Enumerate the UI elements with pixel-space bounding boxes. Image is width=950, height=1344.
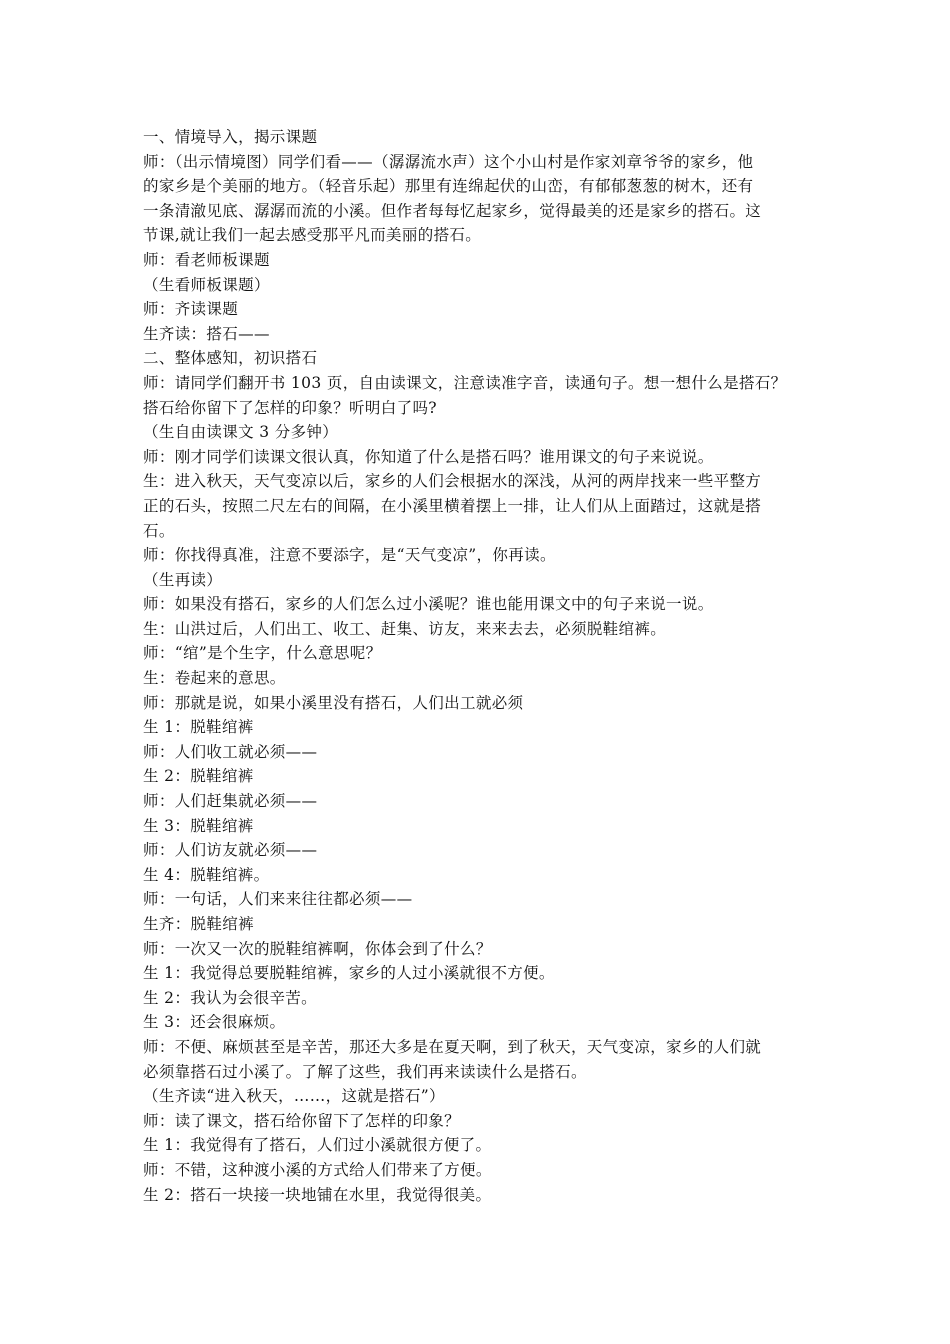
text-line: 石。 — [143, 521, 175, 540]
text-line: （生再读） — [143, 570, 223, 589]
text-line: 师：刚才同学们读课文很认真，你知道了什么是搭石吗？谁用课文的句子来说说。 — [143, 447, 714, 466]
text-line: 搭石给你留下了怎样的印象？听明白了吗? — [143, 398, 437, 417]
text-line: （生齐读“进入秋天，……，这就是搭石”） — [143, 1087, 445, 1106]
text-line: 生 3：脱鞋绾裤 — [143, 816, 254, 835]
text-line: 师：请同学们翻开书 103 页，自由读课文，注意读准字音，读通句子。想一想什么是搭石？ — [143, 373, 787, 392]
text-line: 师：不便、麻烦甚至是辛苦，那还大多是在夏天啊，到了秋天，天气变凉，家乡的人们就 — [143, 1037, 762, 1056]
text-line: 师：齐读课题 — [143, 300, 239, 319]
text-line: 生 3：还会很麻烦。 — [143, 1013, 286, 1032]
text-line: 师：看老师板课题 — [143, 250, 270, 269]
text-line: 生 2：我认为会很辛苦。 — [143, 988, 317, 1007]
text-line: 生 4：脱鞋绾裤。 — [143, 865, 270, 884]
text-line: 生齐读：搭石—— — [143, 324, 270, 343]
text-line: 一条清澈见底、潺潺而流的小溪。但作者每每忆起家乡，觉得最美的还是家乡的搭石。这 — [143, 201, 762, 220]
text-line: 节课,就让我们一起去感受那平凡而美丽的搭石。 — [143, 226, 482, 245]
text-line: 生 1：我觉得总要脱鞋绾裤，家乡的人过小溪就很不方便。 — [143, 964, 555, 983]
text-line: 生 2：脱鞋绾裤 — [143, 767, 254, 786]
text-line: 师：一次又一次的脱鞋绾裤啊，你体会到了什么？ — [143, 939, 492, 958]
text-line: （生看师板课题） — [143, 275, 270, 294]
text-line: 师：（出示情境图）同学们看——（潺潺流水声）这个小山村是作家刘章爷爷的家乡，他 — [143, 152, 754, 171]
text-line: 正的石头，按照二尺左右的间隔，在小溪里横着摆上一排，让人们从上面踏过，这就是搭 — [143, 496, 762, 515]
text-line: 必须靠搭石过小溪了。了解了这些，我们再来读读什么是搭石。 — [143, 1062, 587, 1081]
text-line: 师：人们收工就必须—— — [143, 742, 318, 761]
text-line: 的家乡是个美丽的地方。（轻音乐起）那里有连绵起伏的山峦，有郁郁葱葱的树木，还有 — [143, 177, 754, 196]
text-line: 师：那就是说，如果小溪里没有搭石，人们出工就必须 — [143, 693, 524, 712]
text-line: 师：你找得真准，注意不要添字，是“天气变凉”，你再读。 — [143, 546, 556, 565]
text-line: 师：不错，这种渡小溪的方式给人们带来了方便。 — [143, 1160, 492, 1179]
text-line: 师：人们赶集就必须—— — [143, 792, 318, 811]
section-heading-1: 一、情境导入，揭示课题 — [143, 128, 318, 146]
text-line: 生 2：搭石一块接一块地铺在水里，我觉得很美。 — [143, 1185, 492, 1204]
text-line: 生：卷起来的意思。 — [143, 669, 286, 688]
text-line: 师：一句话，人们来来往往都必须—— — [143, 890, 413, 909]
text-line: 生：山洪过后，人们出工、收工、赶集、访友，来来去去，必须脱鞋绾裤。 — [143, 619, 667, 638]
text-line: 生 1：我觉得有了搭石，人们过小溪就很方便了。 — [143, 1136, 492, 1155]
document-body — [143, 125, 815, 1207]
text-line: 师：人们访友就必须—— — [143, 841, 318, 860]
text-line: 生齐：脱鞋绾裤 — [143, 915, 254, 933]
text-line: 生 1：脱鞋绾裤 — [143, 718, 254, 737]
text-line: 师：“绾”是个生字，什么意思呢？ — [143, 644, 382, 663]
text-line: 生：进入秋天，天气变凉以后，家乡的人们会根据水的深浅，从河的两岸找来一些平整方 — [143, 472, 762, 491]
text-line: （生自由读课文 3 分多钟） — [143, 423, 339, 442]
text-line: 师：如果没有搭石，家乡的人们怎么过小溪呢？谁也能用课文中的句子来说一说。 — [143, 595, 714, 614]
section-heading-2: 二、整体感知，初识搭石 — [143, 349, 318, 368]
text-line: 师：读了课文，搭石给你留下了怎样的印象？ — [143, 1111, 461, 1130]
